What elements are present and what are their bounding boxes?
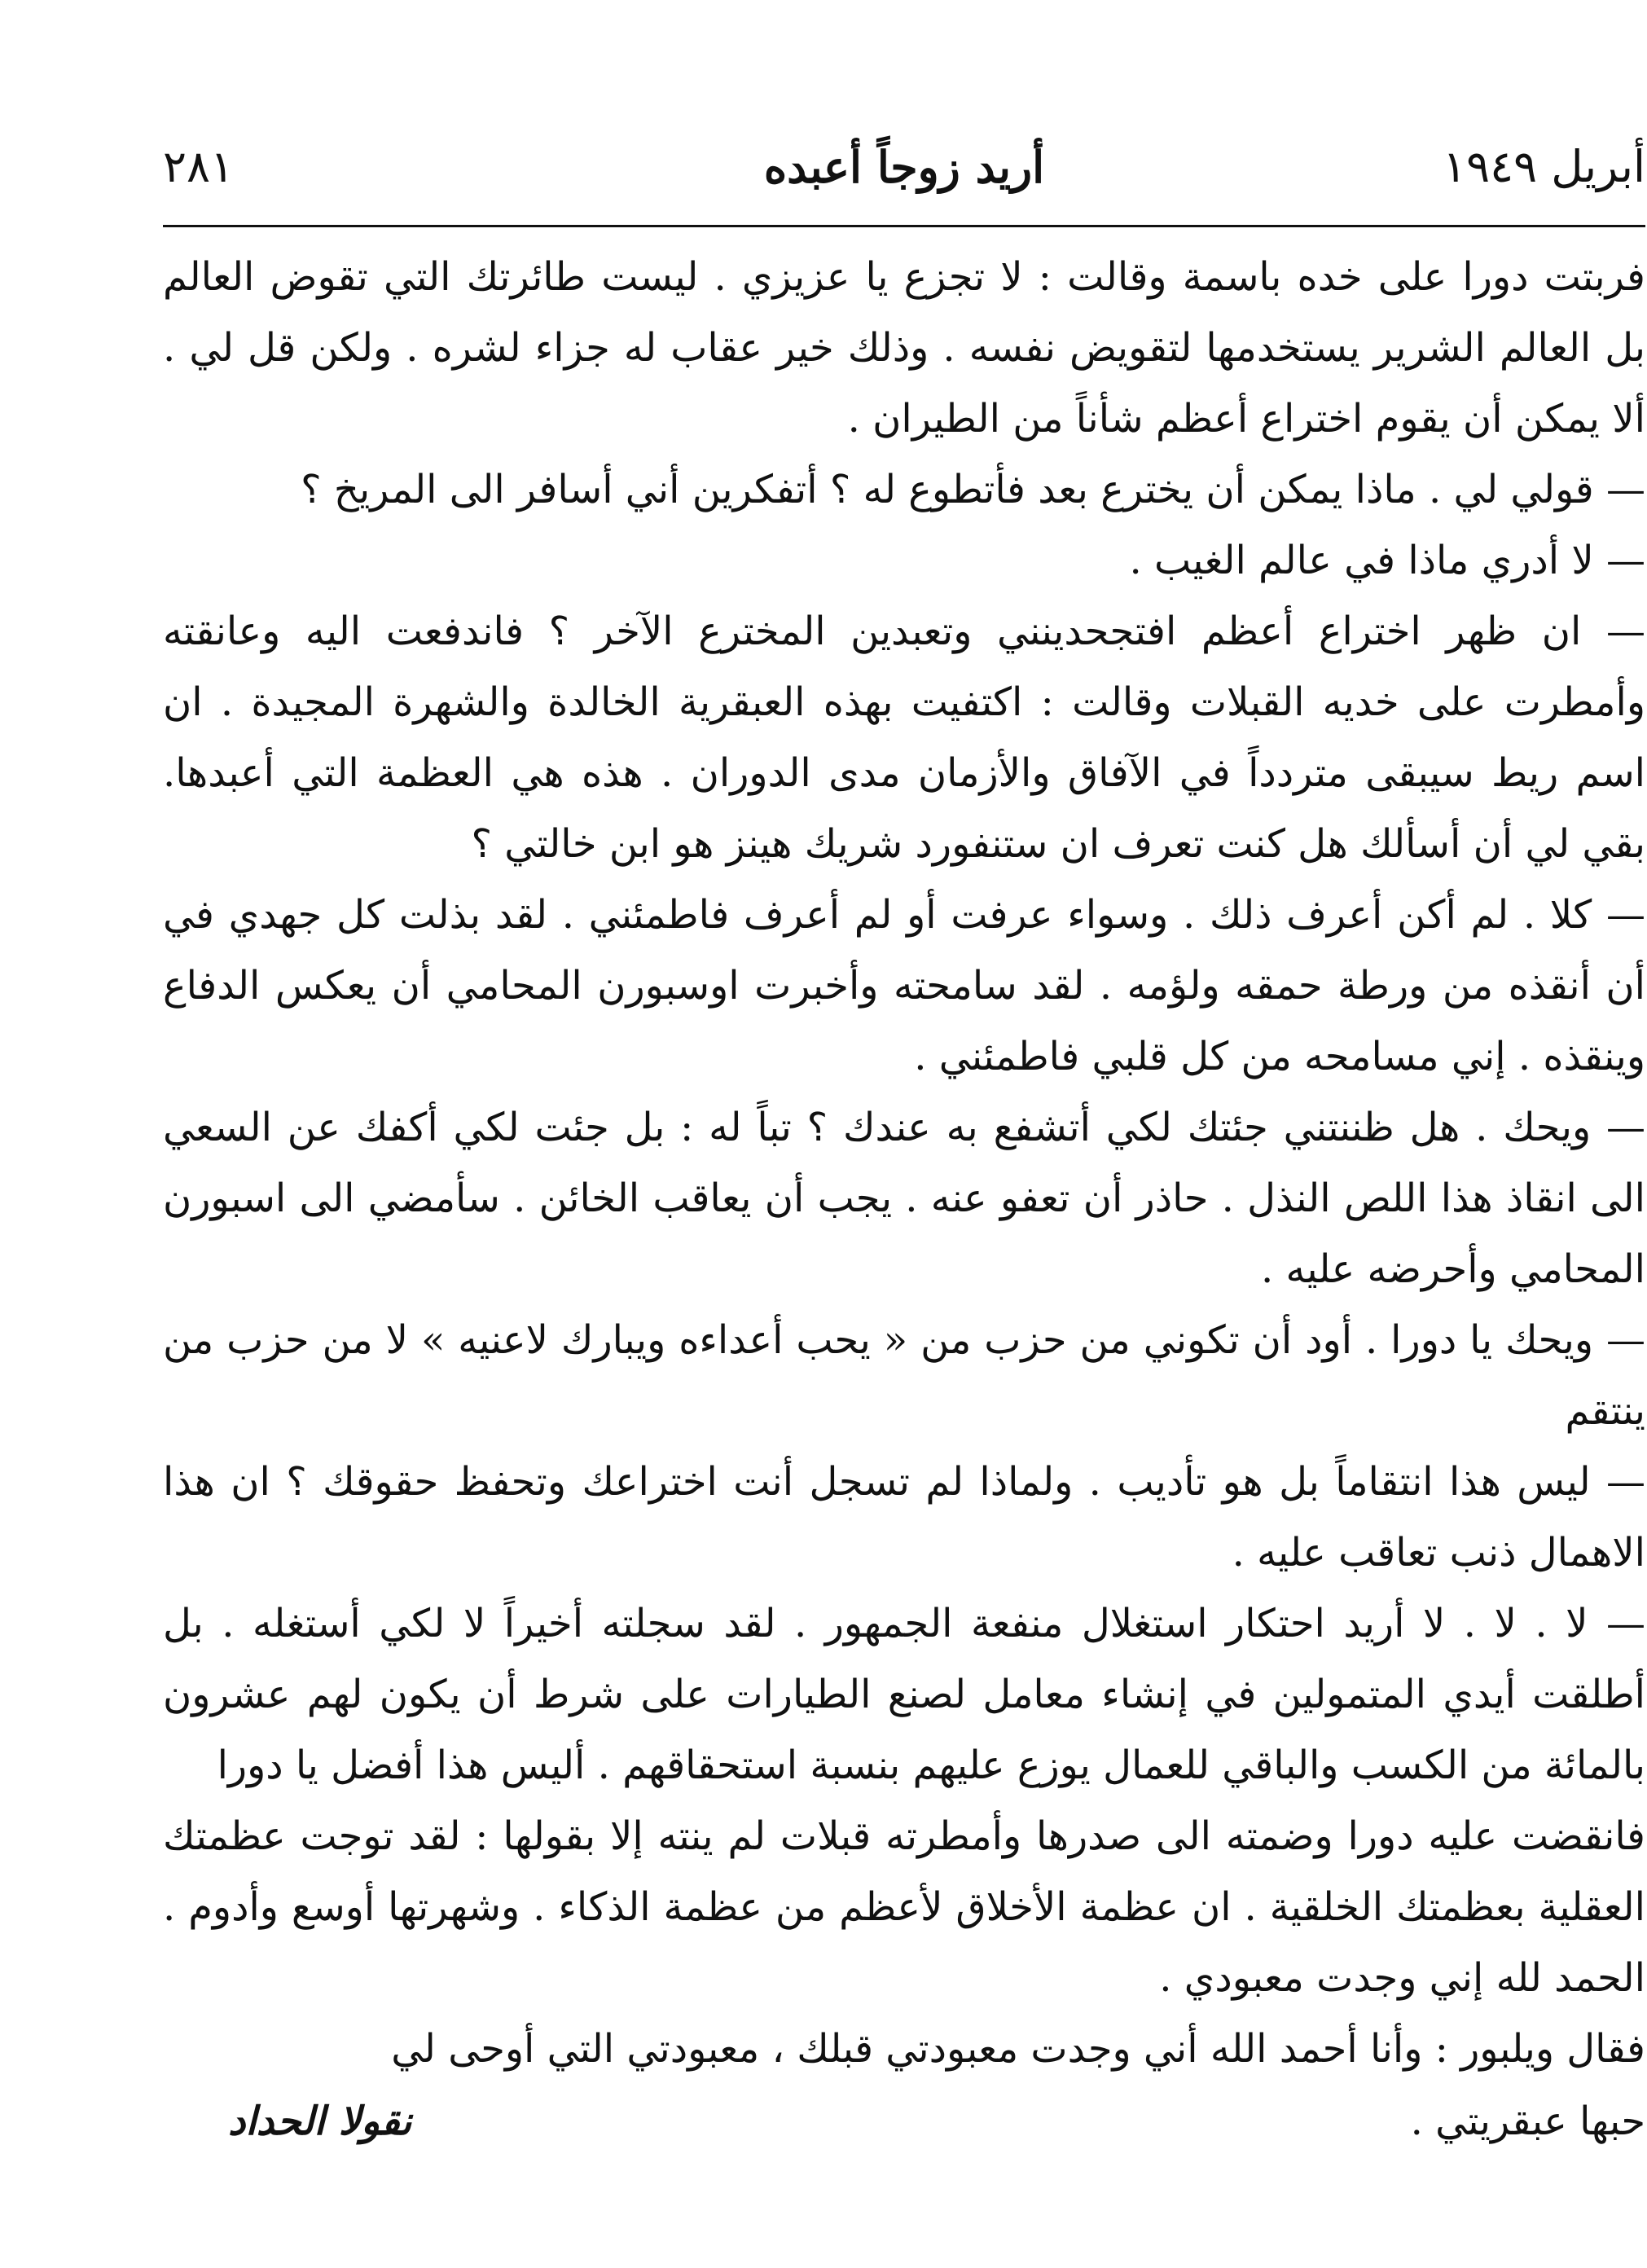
final-text: حبها عبقريتي . — [1410, 2099, 1645, 2144]
paragraph: — لا . لا . لا أريد احتكار استغلال منفعة الجمهور . لقد سجلته أخيراً لا لكي أستغله . بل أطلقت أيدي المتمولين في إنشاء معامل لصنع الطيارات على شرط أن يكون لهم عشرون بالمائة من الكسب والباقي للعمال يوزع عليهم بنسبة استحقاقهم . أليس هذا أفضل يا دورا — [163, 1601, 1645, 1788]
paragraph: — ليس هذا انتقاماً بل هو تأديب . ولماذا لم تسجل أنت اختراعك وتحفظ حقوقك ؟ ان هذا الاهمال ذنب تعاقب عليه . — [163, 1459, 1645, 1576]
header-rule — [163, 225, 1645, 227]
article-title: أريد زوجاً أعبده — [763, 141, 1045, 193]
issue-date: أبريل ١٩٤٩ — [1443, 141, 1645, 192]
paragraph: — ويحك . هل ظننتني جئتك لكي أتشفع به عندك ؟ تباً له : بل جئت لكي أكفك عن السعي الى انقاذ هذا اللص النذل . حاذر أن تعفو عنه . يجب أن يعاقب الخائن . سأمضي الى اسبورن المحامي وأحرضه عليه . — [163, 1105, 1646, 1292]
paragraph: فربتت دورا على خده باسمة وقالت : لا تجزع يا عزيزي . ليست طائرتك التي تقوض العالم بل العالم الشرير يستخدمها لتقويض نفسه . وذلك خير عقاب له جزاء لشره . ولكن قل لي . ألا يمكن أن يقوم اختراع أعظم شأناً من الطيران . — [163, 254, 1645, 442]
page-header — [163, 122, 1645, 212]
paragraph: — ان ظهر اختراع أعظم افتجحدينني وتعبدين المخترع الآخر ؟ فاندفعت اليه وعانقته وأمطرت على خديه القبلات وقالت : اكتفيت بهذه العبقرية الخالدة والشهرة المجيدة . ان اسم ريط سيبقى متردداً في الآفاق والأزمان مدى الدوران . هذه هي العظمة التي أعبدها. بقي لي أن أسألك هل كنت تعرف ان ستنفورد شريك هينز هو ابن خالتي ؟ — [163, 609, 1645, 867]
closing-line — [163, 2085, 1645, 2158]
paragraph: فانقضت عليه دورا وضمته الى صدرها وأمطرته قبلات لم ينته إلا بقولها : لقد توجت عظمتك العقلية بعظمتك الخلقية . ان عظمة الأخلاق لأعظم من عظمة الذكاء . وشهرتها أوسع وأدوم . الحمد لله إني وجدت معبودي . — [163, 1813, 1645, 2001]
article-body — [163, 242, 1645, 2158]
paragraph: — قولي لي . ماذا يمكن أن يخترع بعد فأتطوع له ؟ أتفكرين أني أسافر الى المريخ ؟ — [301, 467, 1645, 512]
paragraph: — ويحك يا دورا . أود أن تكوني من حزب من « يحب أعداءه ويبارك لاعنيه » لا من حزب من ينتقم — [163, 1317, 1645, 1434]
author-signature: نقولا الحداد — [228, 2099, 412, 2144]
paragraph: فقال ويلبور : وأنا أحمد الله أني وجدت معبودتي قبلك ، معبودتي التي أوحى لي — [391, 2026, 1645, 2072]
page-number: ٢٨١ — [163, 141, 235, 192]
paragraph: — لا أدري ماذا في عالم الغيب . — [1129, 538, 1645, 583]
paragraph: — كلا . لم أكن أعرف ذلك . وسواء عرفت أو لم أعرف فاطمئني . لقد بذلت كل جهدي في أن أنقذه من ورطة حمقه ولؤمه . لقد سامحته وأخبرت اوسبورن المحامي أن يعكس الدفاع وينقذه . إني مسامحه من كل قلبي فاطمئني . — [163, 892, 1646, 1079]
document-page — [163, 122, 1645, 2208]
